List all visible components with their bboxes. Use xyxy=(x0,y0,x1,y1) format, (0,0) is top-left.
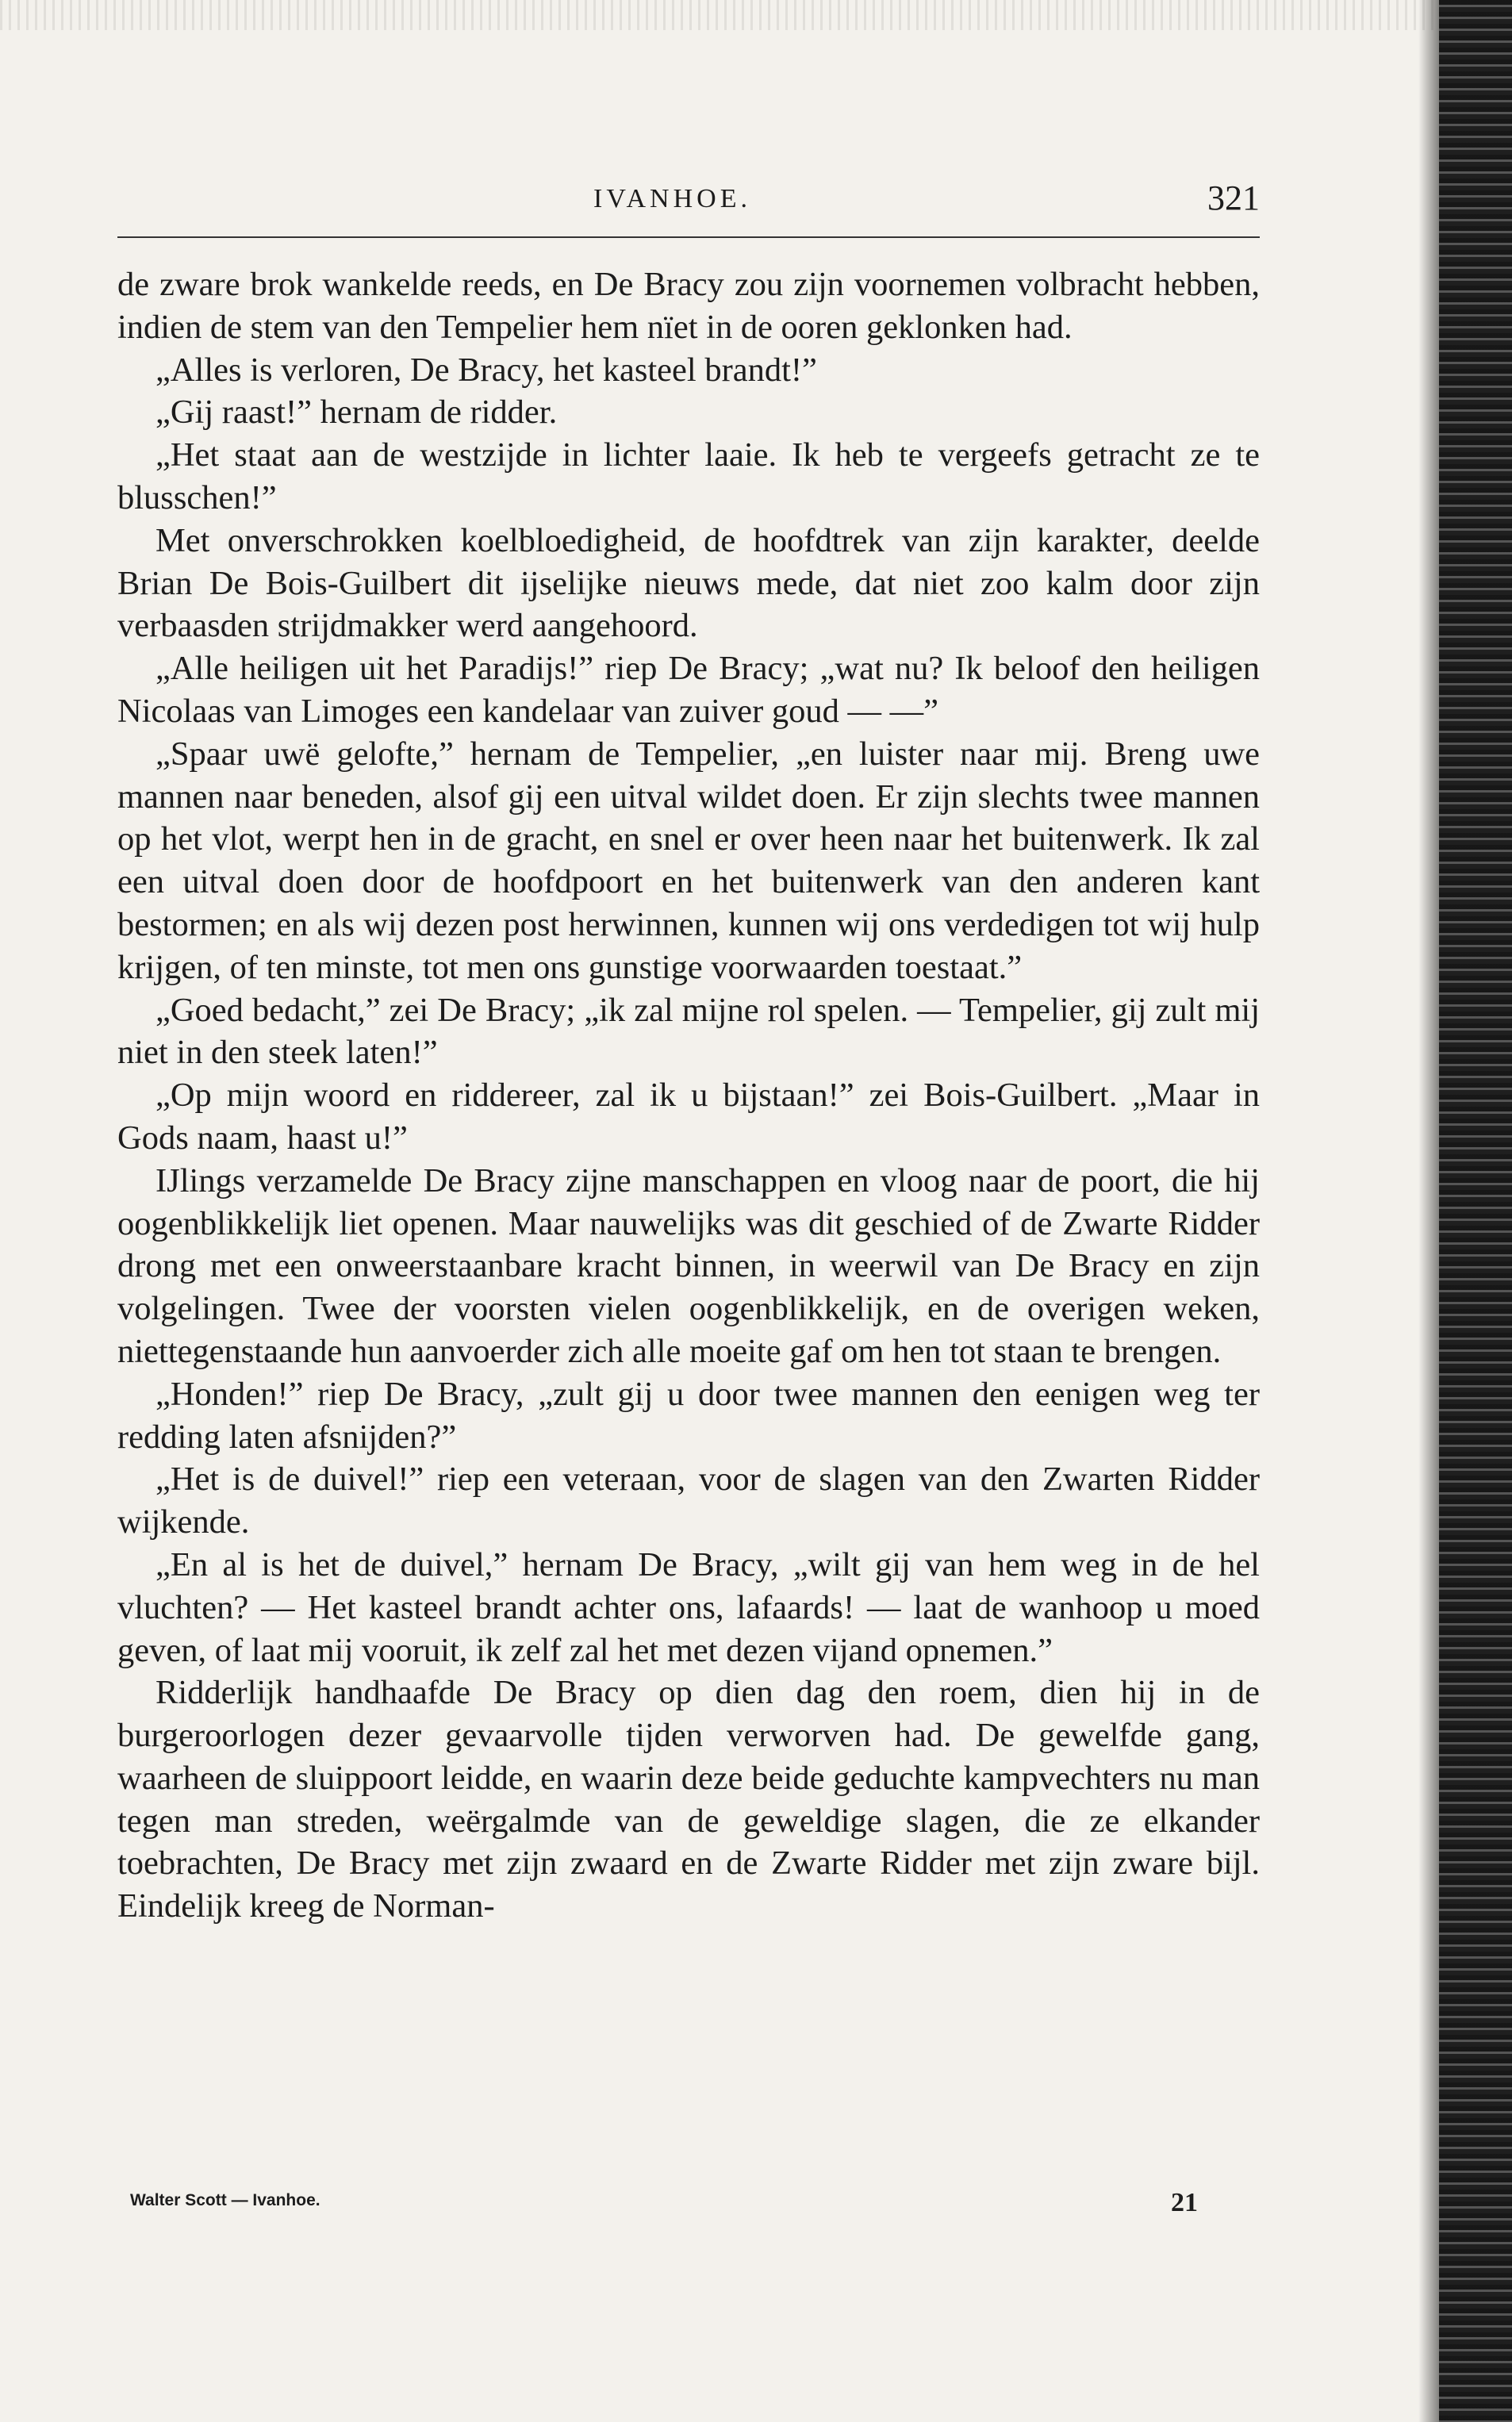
scan-noise xyxy=(0,0,1512,30)
paragraph: „En al is het de duivel,” hernam De Bracy, „wilt gij van hem weg in de hel vluchten? — Het kasteel brandt achter ons, lafaards! — laat de wanhoop u moed geven, of laat mij vooruit, ik zelf zal het met dezen vijand opnemen.” xyxy=(117,1545,1260,1669)
paragraph: Met onverschrokken koelbloedigheid, de hoofdtrek van zijn karakter, deelde Brian De Bois-Guilbert dit ijselijke nieuws mede, dat niet zoo kalm door zijn verbaasden strijdmakker werd aangehoord. xyxy=(117,521,1260,645)
body-text xyxy=(117,263,1260,1928)
paragraph: „Gij raast!” hernam de ridder. xyxy=(155,393,558,432)
paragraph: IJlings verzamelde De Bracy zijne manschappen en vloog naar de poort, die hij oogenblikkelijk liet openen. Maar nauwelijks was dit geschied of de Zwarte Ridder drong met een onweerstaanbare kracht binnen, in weerwil van De Bracy en zijn volgelingen. Twee der voorsten vielen oogenblikkelijk, en de overigen weken, niettegenstaande hun aanvoerder zich alle moeite gaf om hen tot staan te brengen. xyxy=(117,1161,1260,1370)
paragraph: „Honden!” riep De Bracy, „zult gij u door twee mannen den eenigen weg ter redding laten afsnijden?” xyxy=(117,1375,1260,1456)
page-header xyxy=(117,178,1260,238)
header-rule xyxy=(117,236,1260,238)
paragraph: „Het is de duivel!” riep een veteraan, voor de slagen van den Zwarten Ridder wijkende. xyxy=(117,1460,1260,1541)
running-title: IVANHOE. xyxy=(593,184,751,213)
sheet-number: 21 xyxy=(1171,2188,1198,2217)
paragraph: „Het staat aan de westzijde in lichter laaie. Ik heb te vergeefs getracht ze te blusschen!” xyxy=(117,436,1260,516)
page-number: 321 xyxy=(1207,178,1260,217)
paragraph: „Alle heiligen uit het Paradijs!” riep De Bracy; „wat nu? Ik beloof den heiligen Nicolaas van Limoges een kandelaar van zuiver goud — —” xyxy=(117,650,1260,730)
paragraph: „Spaar uwë gelofte,” hernam de Tempelier, „en luister naar mij. Breng uwe mannen naar beneden, alsof gij een uitval wildet doen. Er zijn slechts twee mannen op het vlot, werpt hen in de gracht, en snel er over heen naar het buitenwerk. Ik zal een uitval doen door de hoofdpoort en het buitenwerk van den anderen kant bestormen; en als wij dezen post herwinnen, kunnen wij ons verdedigen tot wij hulp krijgen, of ten minste, tot men ons gunstige voorwaarden toestaat.” xyxy=(117,735,1260,986)
signature-mark: Walter Scott — Ivanhoe. xyxy=(130,2191,320,2209)
scan-edge xyxy=(1439,0,1512,2422)
paragraph: „Op mijn woord en riddereer, zal ik u bijstaan!” zei Bois-Guilbert. „Maar in Gods naam, haast u!” xyxy=(117,1077,1260,1157)
paragraph: „Goed bedacht,” zei De Bracy; „ik zal mijne rol spelen. — Tempelier, gij zult mij niet in den steek laten!” xyxy=(117,991,1260,1072)
page-footer xyxy=(117,2188,1260,2239)
paragraph: Ridderlijk handhaafde De Bracy op dien dag den roem, dien hij in de burgeroorlogen dezer gevaarvolle tijden verworven had. De gewelfde gang, waarheen de sluippoort leidde, en waarin deze beide geduchte kampvechters nu man tegen man streden, weërgalmde van de geweldige slagen, die ze elkander toebrachten, De Bracy met zijn zwaard en de Zwarte Ridder met zijn zware bijl. Eindelijk kreeg de Norman- xyxy=(117,1674,1260,1925)
paragraph: de zware brok wankelde reeds, en De Bracy zou zijn voornemen volbracht hebben, indien de stem van den Tempelier hem nïet in de ooren geklonken had. xyxy=(117,266,1260,346)
paragraph: „Alles is verloren, De Bracy, het kasteel brandt!” xyxy=(155,351,817,389)
